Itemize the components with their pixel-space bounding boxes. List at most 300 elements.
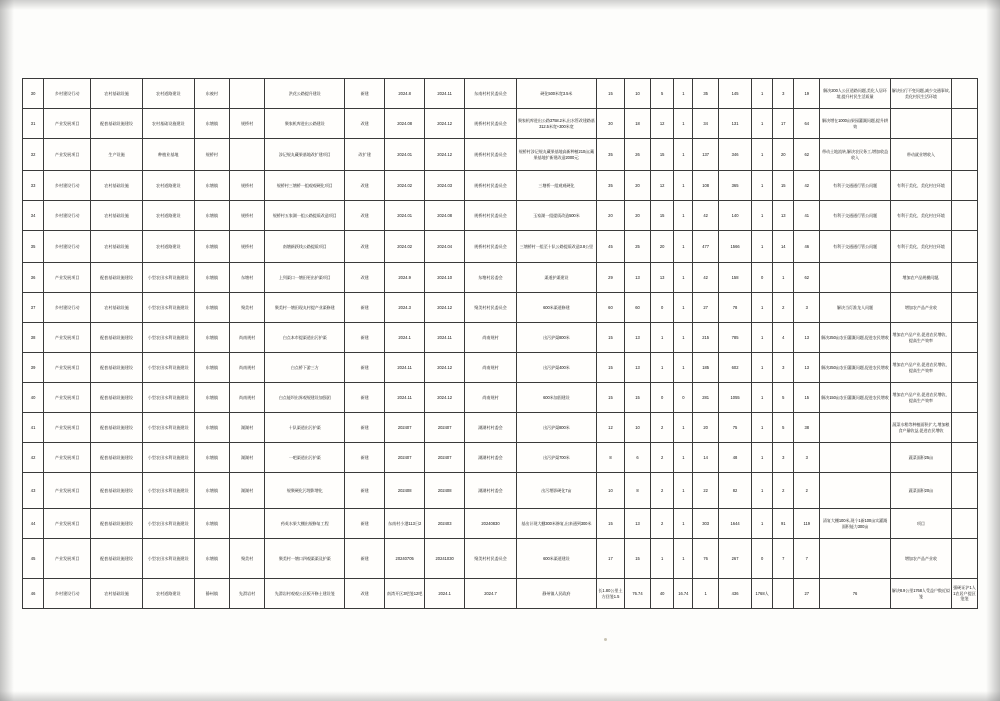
cell-seq: 41 [23, 413, 44, 443]
cell-remark [951, 509, 977, 539]
cell-build_type: 改建 [345, 231, 385, 263]
cell-c7: 1 [752, 171, 773, 201]
cell-category: 产业发展项目 [44, 539, 91, 579]
cell-seq: 32 [23, 139, 44, 171]
cell-build_type: 新建 [345, 539, 385, 579]
cell-subtype: 小型农田水利设施建设 [142, 263, 194, 293]
cell-c4: 1 [674, 79, 693, 109]
cell-seq: 31 [23, 109, 44, 139]
cell-build_type: 新建 [345, 293, 385, 323]
cell-type: 农村基础设施 [91, 201, 143, 231]
table-row [23, 353, 978, 383]
cell-content: 渠道护渠建设 [516, 263, 596, 293]
cell-type: 农村基础设施 [91, 171, 143, 201]
cell-c1: 10 [596, 473, 624, 509]
cell-effect: 解决8.9公里1768人受益户数近似笼 [890, 579, 951, 609]
cell-c8: 2 [773, 293, 794, 323]
table-row [23, 109, 978, 139]
cell-finish: 2024.08 [425, 201, 465, 231]
cell-subtype: 小型农田水利设施建设 [142, 539, 194, 579]
cell-benefit: 带动土地流转,解决农民务工,增加收益收入 [820, 139, 891, 171]
cell-c7: 1 [752, 201, 773, 231]
cell-c4: 16.74 [674, 579, 693, 609]
cell-finish: 202408 [425, 473, 465, 509]
cell-benefit: 解决200人公区道路问题,美化人居环境,提升村民生活质量 [820, 79, 891, 109]
cell-project_name: 南塘新跃线公路提质项目 [265, 231, 345, 263]
cell-village [229, 139, 264, 171]
cell-c8: 2 [773, 473, 794, 509]
cell-subtype: 农村道路建设 [142, 79, 194, 109]
cell-seq: 38 [23, 323, 44, 353]
cell-c7: 1 [752, 443, 773, 473]
cell-c9: 46 [794, 231, 820, 263]
cell-village: 规桥村 [229, 171, 264, 201]
cell-c9: 13 [794, 353, 820, 383]
cell-town: 东塘镇 [194, 201, 229, 231]
cell-c8 [773, 579, 794, 609]
cell-category: 产业发展项目 [44, 473, 91, 509]
cell-c2: 6 [625, 443, 651, 473]
cell-town: 东塘镇 [194, 323, 229, 353]
cell-project_name: 白点本市提渠道出污护渠 [265, 323, 345, 353]
cell-project_name: 上列渠口一塘田更出护渠项目 [265, 263, 345, 293]
cell-c1: 30 [596, 109, 624, 139]
cell-content: 600米加固建设 [516, 383, 596, 413]
cell-seq: 36 [23, 263, 44, 293]
cell-c9: 7 [794, 539, 820, 579]
cell-c9: 27 [794, 579, 820, 609]
cell-seq: 46 [23, 579, 44, 609]
cell-c8: 7 [773, 539, 794, 579]
cell-c5: 185 [693, 353, 719, 383]
cell-finish: 202407 [425, 443, 465, 473]
cell-project_name: 白点桥下游三方 [265, 353, 345, 383]
cell-c1: 20 [596, 201, 624, 231]
cell-c5: 477 [693, 231, 719, 263]
cell-subtype: 农村基础设施建设 [142, 109, 194, 139]
cell-seq: 45 [23, 539, 44, 579]
cell-village: 聚美村 [229, 539, 264, 579]
cell-category: 乡村建设行动 [44, 201, 91, 231]
cell-build_type: 新建 [345, 443, 385, 473]
cell-c1: 8 [596, 443, 624, 473]
cell-village: 尚南规村 [229, 353, 264, 383]
cell-village: 规桥村 [229, 109, 264, 139]
cell-c5: 108 [693, 171, 719, 201]
cell-c2: 18 [625, 109, 651, 139]
cell-c5: 14 [693, 443, 719, 473]
cell-content: 出污护渠400米 [516, 353, 596, 383]
table-row [23, 139, 978, 171]
cell-start: 202407 [385, 413, 425, 443]
cell-effect: 有利于美化、美化村庄环境 [890, 201, 951, 231]
cell-owner: 规桥村村民委员会 [465, 109, 517, 139]
cell-town: 东塘镇 [194, 353, 229, 383]
cell-town: 东塘镇 [194, 509, 229, 539]
cell-start: 2024.11 [385, 383, 425, 413]
project-table-wrapper [22, 78, 978, 609]
cell-seq: 34 [23, 201, 44, 231]
cell-effect: 增加农产品产业收 [890, 539, 951, 579]
cell-c6: 785 [719, 323, 752, 353]
cell-finish: 2024.11 [425, 79, 465, 109]
cell-owner: 规桥村村民委员会 [465, 139, 517, 171]
cell-content: 出污护渠700米 [516, 443, 596, 473]
cell-benefit: 解决250亩农田灌溉问题,促进农民增收 [820, 353, 891, 383]
cell-project_name: 规桥村三塘桥一组观观硬化项目 [265, 171, 345, 201]
cell-c5: 215 [693, 323, 719, 353]
cell-finish: 2024.12 [425, 383, 465, 413]
cell-c9: 119 [794, 509, 820, 539]
scan-shadow-bottom [0, 691, 1000, 701]
cell-content: 600米渠道修建 [516, 293, 596, 323]
cell-owner: 湖湖村村委会 [465, 473, 517, 509]
cell-c2: 20 [625, 171, 651, 201]
cell-start: 202407 [385, 443, 425, 473]
cell-remark [951, 413, 977, 443]
cell-c4: 1 [674, 473, 693, 509]
cell-c7: 1 [752, 109, 773, 139]
cell-c7: 1 [752, 231, 773, 263]
cell-town: 东塘镇 [194, 109, 229, 139]
cell-project_name: 白点能坝出界观规建设加强团 [265, 383, 345, 413]
cell-project_name: 洪花公路提升建设 [265, 79, 345, 109]
cell-start: 20240705 [385, 539, 425, 579]
cell-c8: 14 [773, 231, 794, 263]
cell-c9: 3 [794, 293, 820, 323]
cell-subtype: 小型农田水利设施建设 [142, 473, 194, 509]
cell-remark [951, 539, 977, 579]
cell-type: 农村基础设施 [91, 579, 143, 609]
cell-c8: 4 [773, 323, 794, 353]
cell-c2: 15 [625, 539, 651, 579]
cell-c3: 15 [650, 201, 674, 231]
cell-c3: 2 [650, 509, 674, 539]
cell-c5: 27 [693, 293, 719, 323]
cell-c9: 38 [794, 413, 820, 443]
cell-owner: 东南村村民委员会 [465, 79, 517, 109]
cell-c1: 35 [596, 139, 624, 171]
table-row [23, 323, 978, 353]
cell-category: 产业发展项目 [44, 263, 91, 293]
cell-c7: 1768人 [752, 579, 773, 609]
cell-content: 出污埋影硬化7亩 [516, 473, 596, 509]
table-row [23, 539, 978, 579]
cell-c2: 13 [625, 323, 651, 353]
cell-c7: 1 [752, 323, 773, 353]
cell-start: 2024.08 [385, 109, 425, 139]
cell-build_type: 新建 [345, 79, 385, 109]
cell-village: 先滑岩村 [229, 579, 264, 609]
table-row [23, 443, 978, 473]
cell-c1: 12 [596, 413, 624, 443]
cell-category: 产业发展项目 [44, 323, 91, 353]
cell-c5: 42 [693, 263, 719, 293]
cell-start: 2024.02 [385, 171, 425, 201]
cell-project_name: 聚家机库进出公路建设 [265, 109, 345, 139]
cell-c5: 35 [693, 79, 719, 109]
cell-benefit [820, 473, 891, 509]
cell-c8: 20 [773, 139, 794, 171]
cell-c7: 1 [752, 413, 773, 443]
table-row [23, 413, 978, 443]
cell-c3: 20 [650, 231, 674, 263]
cell-subtype: 农村道路建设 [142, 579, 194, 609]
cell-finish: 2024.10 [425, 263, 465, 293]
table-row [23, 293, 978, 323]
cell-finish: 2024.11 [425, 323, 465, 353]
cell-benefit [820, 263, 891, 293]
cell-category: 产业发展项目 [44, 139, 91, 171]
cell-build_type: 新建 [345, 323, 385, 353]
cell-subtype: 小型农田水利设施建设 [142, 443, 194, 473]
cell-category: 产业发展项目 [44, 383, 91, 413]
cell-c2: 26 [625, 139, 651, 171]
cell-c6: 1644 [719, 509, 752, 539]
cell-benefit [820, 539, 891, 579]
cell-type: 配套基础设施建设 [91, 109, 143, 139]
cell-owner: 东塘村居委会 [465, 263, 517, 293]
cell-c6: 131 [719, 109, 752, 139]
cell-c7: 1 [752, 383, 773, 413]
cell-effect: 增加农产品产业,促进农民增收、提高生产效率 [890, 323, 951, 353]
cell-c3: 40 [650, 579, 674, 609]
cell-town: 东塘镇 [194, 263, 229, 293]
cell-benefit [820, 413, 891, 443]
cell-village: 湖湖村 [229, 413, 264, 443]
cell-c1: 29 [596, 263, 624, 293]
cell-subtype: 小型农田水利设施建设 [142, 353, 194, 383]
cell-c3: 5 [650, 79, 674, 109]
cell-c4: 1 [674, 171, 693, 201]
cell-effect: 蔬菜面积20亩 [890, 473, 951, 509]
cell-owner: 规桥村村民委员会 [465, 231, 517, 263]
cell-town: 东塘镇 [194, 231, 229, 263]
cell-project_name: 药英水果大棚出规修复工程 [265, 509, 345, 539]
cell-c8: 13 [773, 201, 794, 231]
cell-village: 湖湖村 [229, 443, 264, 473]
cell-c4: 1 [674, 263, 693, 293]
cell-seq: 42 [23, 443, 44, 473]
cell-c3: 15 [650, 139, 674, 171]
table-row [23, 263, 978, 293]
cell-town: 规桥村 [194, 139, 229, 171]
cell-build_type: 改建 [345, 109, 385, 139]
cell-seq: 44 [23, 509, 44, 539]
cell-type: 配套基础设施建设 [91, 263, 143, 293]
cell-effect: 有利于美化、美化村庄环境 [890, 231, 951, 263]
cell-type: 配套基础设施建设 [91, 413, 143, 443]
cell-c1: 17 [596, 539, 624, 579]
cell-start: 2024.01 [385, 139, 425, 171]
scan-shadow-top [0, 0, 1000, 10]
cell-remark [951, 293, 977, 323]
cell-c6: 436 [719, 579, 752, 609]
cell-finish: 2024.12 [425, 109, 465, 139]
table-row [23, 231, 978, 263]
cell-content: 三塘桥一组观观硬化 [516, 171, 596, 201]
cell-town: 东塘镇 [194, 413, 229, 443]
cell-start: 南湾开区3吧笼12吧 [385, 579, 425, 609]
cell-village [229, 509, 264, 539]
cell-village: 尚南规村 [229, 323, 264, 353]
cell-project_name: 十队渠道出污护渠 [265, 413, 345, 443]
cell-c7: 1 [752, 79, 773, 109]
scan-shadow-left [0, 0, 14, 701]
cell-content: 基出计现大棚300米修复,出来通到300米 [516, 509, 596, 539]
cell-village: 规桥村 [229, 201, 264, 231]
cell-town: 东塘镇 [194, 293, 229, 323]
cell-town: 东被村 [194, 79, 229, 109]
cell-type: 配套基础设施建设 [91, 323, 143, 353]
cell-remark [951, 79, 977, 109]
cell-benefit: 解决增在1000亩果园灌溉问题,提升耕效 [820, 109, 891, 139]
table-row [23, 201, 978, 231]
cell-finish: 2024.12 [425, 139, 465, 171]
page-artifact-dot [604, 638, 607, 641]
cell-c3: 2 [650, 413, 674, 443]
cell-type: 配套基础设施建设 [91, 353, 143, 383]
cell-effect: 解决出行不变问题,减少交通事故,美化村民生活环境 [890, 79, 951, 109]
cell-town: 东塘镇 [194, 473, 229, 509]
cell-c2: 10 [625, 79, 651, 109]
cell-subtype: 农村道路建设 [142, 231, 194, 263]
cell-remark [951, 109, 977, 139]
cell-c2: 15 [625, 383, 651, 413]
cell-type: 农村基础设施 [91, 231, 143, 263]
cell-build_type: 新建 [345, 413, 385, 443]
cell-content: 聚家机库进出公路3758.2米,出水管改建路基312.5米宽+300米宽 [516, 109, 596, 139]
cell-c5: 137 [693, 139, 719, 171]
cell-subtype: 小型农田水利设施建设 [142, 323, 194, 353]
cell-effect: 增加农产品产业,促进农民增收、提高生产效率 [890, 353, 951, 383]
cell-c1: 15 [596, 79, 624, 109]
cell-benefit: 解决250亩农田灌溉问题,促进农民增收 [820, 323, 891, 353]
table-row [23, 171, 978, 201]
cell-benefit: 有利于交通通行管公问题 [820, 171, 891, 201]
cell-c8: 17 [773, 109, 794, 139]
cell-c6: 140 [719, 201, 752, 231]
cell-c4: 1 [674, 443, 693, 473]
cell-project_name: 聚美村一塘口四观渠渠及护渠 [265, 539, 345, 579]
cell-town: 东塘镇 [194, 383, 229, 413]
cell-c7: 1 [752, 139, 773, 171]
cell-category: 产业发展项目 [44, 353, 91, 383]
cell-build_type: 新建 [345, 473, 385, 509]
cell-c8: 91 [773, 509, 794, 539]
cell-type: 配套基础设施建设 [91, 473, 143, 509]
cell-benefit: 清复大棚100米,现个1新100亩实灌溉面积能力300亩 [820, 509, 891, 539]
cell-subtype: 农村道路建设 [142, 171, 194, 201]
cell-content: 硬化500米宽3.5米 [516, 79, 596, 109]
cell-type: 农村基础设施 [91, 79, 143, 109]
cell-c2: 10 [625, 413, 651, 443]
cell-project_name: 规聚硬化污埋影增化 [265, 473, 345, 509]
cell-c4: 1 [674, 109, 693, 139]
cell-owner: 2024.7 [465, 579, 517, 609]
cell-c3: 13 [650, 263, 674, 293]
cell-content: 600米渠道建设 [516, 539, 596, 579]
cell-c8: 3 [773, 443, 794, 473]
cell-benefit: 解决当灯淮龙人问题 [820, 293, 891, 323]
cell-type: 配套基础设施建设 [91, 383, 143, 413]
cell-seq: 33 [23, 171, 44, 201]
cell-content: 规桥村涉记规丸藏果基地高新种植210亩;藏果基地扩新建改造2000元; [516, 139, 596, 171]
cell-c3: 2 [650, 473, 674, 509]
cell-c6: 48 [719, 443, 752, 473]
cell-effect: 项目 [890, 509, 951, 539]
cell-c2: 13 [625, 509, 651, 539]
cell-remark [951, 171, 977, 201]
cell-type: 生产设施 [91, 139, 143, 171]
cell-c2: 13 [625, 353, 651, 383]
cell-c6: 78 [719, 293, 752, 323]
cell-category: 产业发展项目 [44, 509, 91, 539]
cell-build_type: 改建 [345, 263, 385, 293]
cell-c3: 2 [650, 443, 674, 473]
cell-build_type: 改建 [345, 171, 385, 201]
cell-remark: 强硬证沪1人1农居户提区笼笼 [951, 579, 977, 609]
cell-c6: 1566 [719, 231, 752, 263]
cell-c3: 1 [650, 323, 674, 353]
cell-finish: 2024.12 [425, 353, 465, 383]
cell-c5: 303 [693, 509, 719, 539]
cell-c6: 75 [719, 413, 752, 443]
cell-owner: 湖湖村村委会 [465, 413, 517, 443]
cell-remark [951, 443, 977, 473]
cell-benefit: 有利于交通通行管公问题 [820, 231, 891, 263]
cell-seq: 30 [23, 79, 44, 109]
cell-c6: 82 [719, 473, 752, 509]
cell-c9: 42 [794, 171, 820, 201]
cell-c8: 3 [773, 353, 794, 383]
cell-c4: 1 [674, 413, 693, 443]
cell-c8: 1 [773, 263, 794, 293]
scan-shadow-right [986, 0, 1000, 701]
cell-remark [951, 473, 977, 509]
cell-build_type: 新建 [345, 353, 385, 383]
cell-c1: 35 [596, 171, 624, 201]
cell-start: 东南村小港113日2 [385, 509, 425, 539]
cell-start: 2024.02 [385, 231, 425, 263]
cell-c5: 42 [693, 201, 719, 231]
cell-c1: 60 [596, 293, 624, 323]
cell-start: 2024.3 [385, 293, 425, 323]
cell-c1: 15 [596, 509, 624, 539]
cell-benefit: 解决150亩农田灌溉问题,促进农民增收 [820, 383, 891, 413]
cell-subtype: 小型农田水利设施建设 [142, 383, 194, 413]
cell-benefit [820, 443, 891, 473]
cell-remark [951, 139, 977, 171]
cell-c9: 64 [794, 109, 820, 139]
cell-c9: 41 [794, 201, 820, 231]
cell-subtype: 小型农田水利设施建设 [142, 509, 194, 539]
cell-c3: 0 [650, 293, 674, 323]
cell-c7: 1 [752, 473, 773, 509]
cell-effect: 蔬菜面积25亩 [890, 443, 951, 473]
cell-type: 配套基础设施建设 [91, 539, 143, 579]
cell-owner: 尚南规村 [465, 383, 517, 413]
cell-c5: 76 [693, 539, 719, 579]
cell-finish: 2024.1 [425, 579, 465, 609]
cell-seq: 35 [23, 231, 44, 263]
cell-subtype: 小型农田水利设施建设 [142, 293, 194, 323]
cell-c8: 15 [773, 171, 794, 201]
cell-benefit: 有利于交通通行管公问题 [820, 201, 891, 231]
cell-type: 配套基础设施建设 [91, 509, 143, 539]
cell-build_type: 改建 [345, 579, 385, 609]
cell-benefit: 76 [820, 579, 891, 609]
